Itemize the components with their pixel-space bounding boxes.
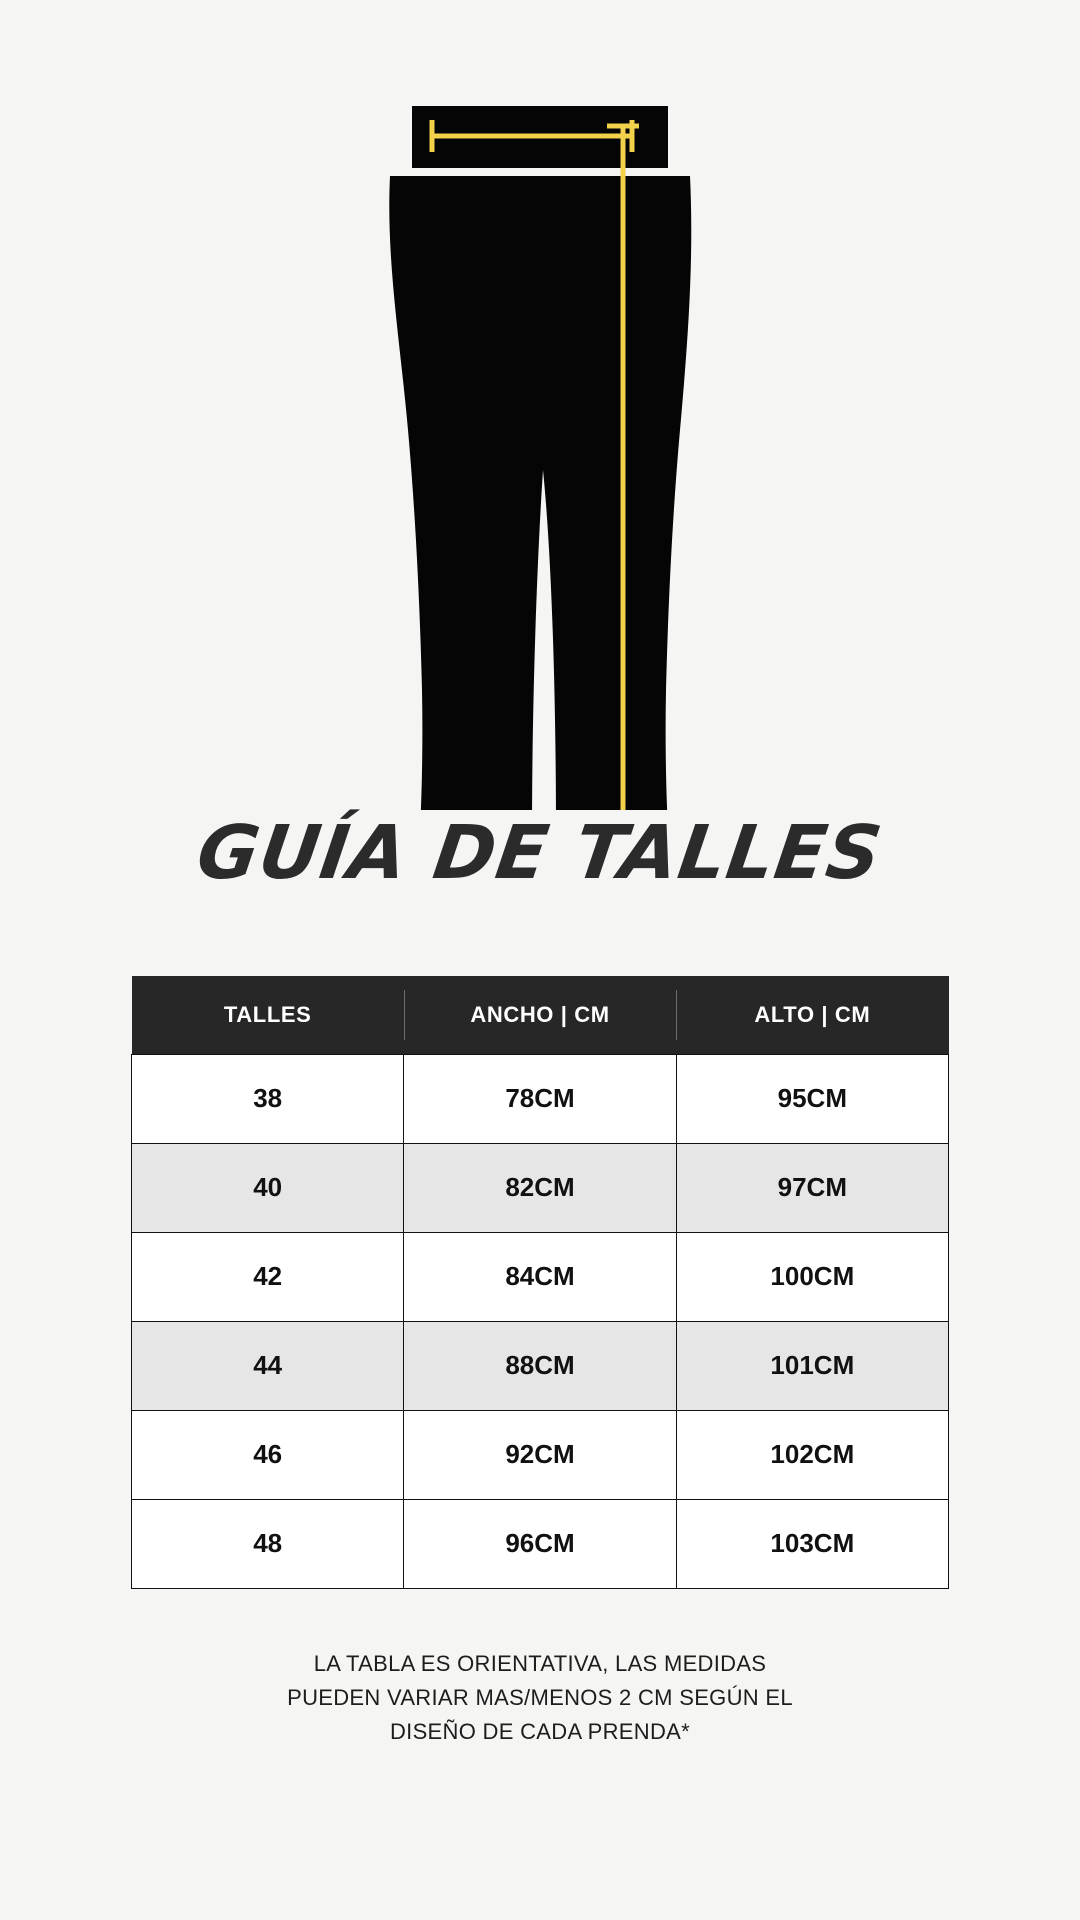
cell-talle: 46 (132, 1410, 404, 1499)
cell-ancho: 82CM (404, 1143, 676, 1232)
pants-illustration (0, 0, 1080, 810)
table-row (132, 1232, 949, 1321)
table-row (132, 1054, 949, 1143)
disclaimer-line-1: LA TABLA ES ORIENTATIVA, LAS MEDIDAS (313, 1650, 767, 1676)
table-header-row (132, 976, 949, 1054)
cell-alto: 95CM (676, 1054, 948, 1143)
cell-talle: 40 (132, 1143, 404, 1232)
cell-talle: 44 (132, 1321, 404, 1410)
cell-alto: 101CM (676, 1321, 948, 1410)
table-row (132, 1499, 949, 1588)
table-row (132, 1143, 949, 1232)
column-header-talles: TALLES (132, 976, 404, 1054)
pants-body-shape (389, 176, 691, 810)
cell-alto: 100CM (676, 1232, 948, 1321)
cell-talle: 38 (132, 1054, 404, 1143)
cell-ancho: 84CM (404, 1232, 676, 1321)
table-header (132, 976, 949, 1054)
cell-ancho: 78CM (404, 1054, 676, 1143)
disclaimer-line-2: PUEDEN VARIAR MAS/MENOS 2 CM SEGÚN EL (287, 1684, 793, 1710)
size-table (131, 976, 949, 1589)
table-row (132, 1410, 949, 1499)
page-title: GUÍA DE TALLES (192, 810, 888, 896)
table-body (132, 1054, 949, 1588)
cell-talle: 42 (132, 1232, 404, 1321)
disclaimer-text (287, 1647, 793, 1749)
cell-ancho: 96CM (404, 1499, 676, 1588)
cell-ancho: 92CM (404, 1410, 676, 1499)
cell-alto: 102CM (676, 1410, 948, 1499)
disclaimer-line-3: DISEÑO DE CADA PRENDA* (389, 1718, 690, 1744)
cell-alto: 97CM (676, 1143, 948, 1232)
table-row (132, 1321, 949, 1410)
cell-alto: 103CM (676, 1499, 948, 1588)
size-table-container (131, 976, 949, 1589)
cell-ancho: 88CM (404, 1321, 676, 1410)
column-header-ancho: ANCHO | CM (404, 976, 676, 1054)
column-header-alto: ALTO | CM (676, 976, 948, 1054)
cell-talle: 48 (132, 1499, 404, 1588)
